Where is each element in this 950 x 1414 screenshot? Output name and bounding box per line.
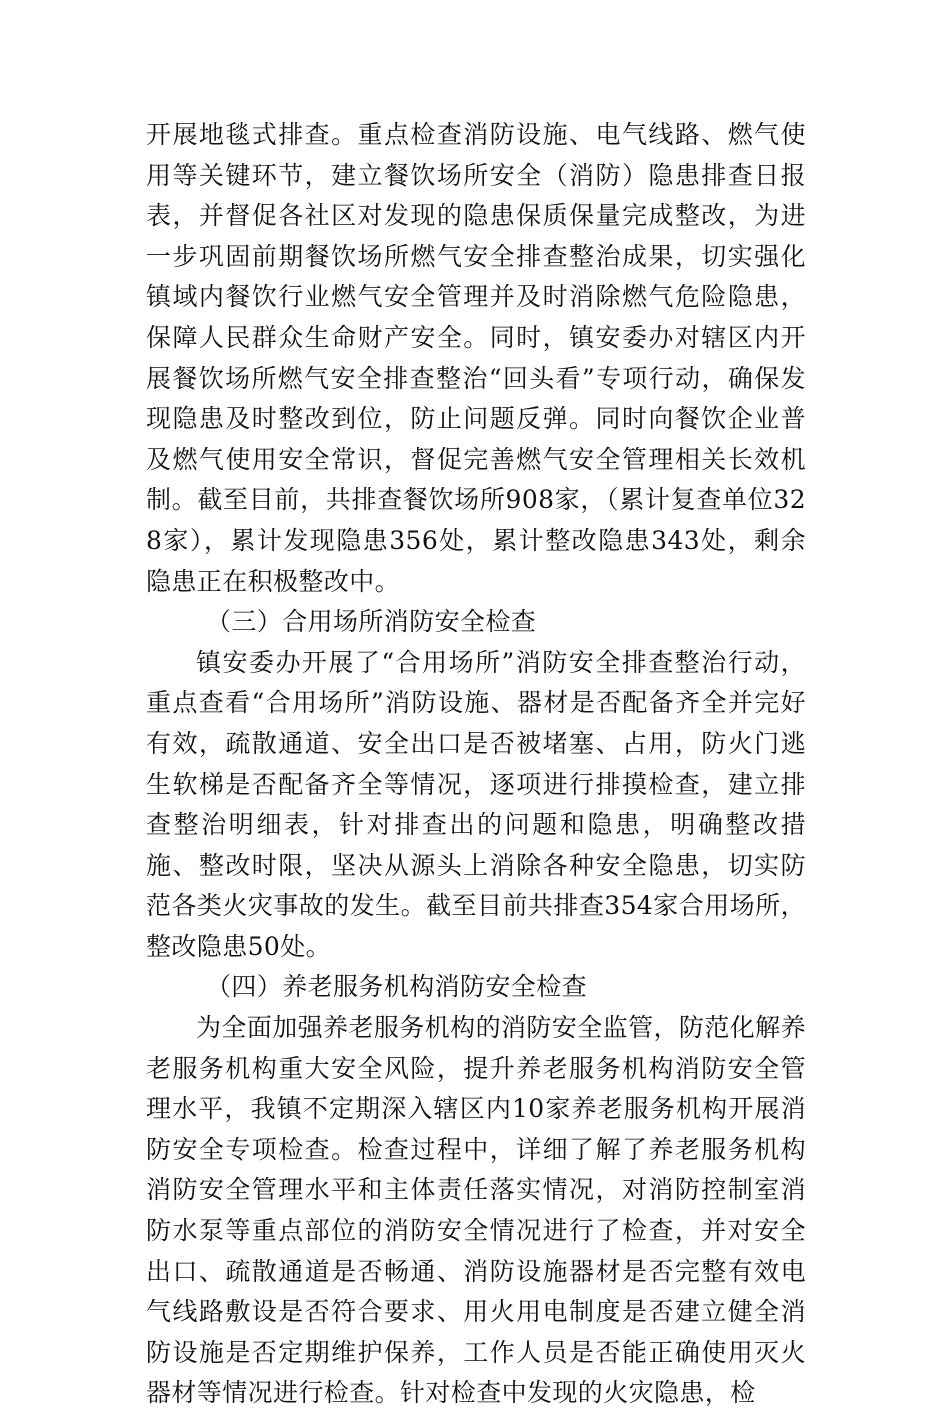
heading-elderly-care-fire-inspection: （四）养老服务机构消防安全检查 bbox=[206, 972, 588, 1002]
paragraph-catering-gas-inspection: 开展地毯式排查。重点检查消防设施、电气线路、燃气使用等关键环节，建立餐饮场所安全（消防）隐患排查日报表，并督促各社区对发现的隐患保质保量完成整改，为进一步巩固前期餐饮场所燃气安全排查整治成果，切实强化镇域内餐饮行业燃气安全管理并及时消除燃气危险隐患，保障人民群众生命财产安全。同时，镇安委办对辖区内开展餐饮场所燃气安全排查整治“回头看”专项行动，确保发现隐患及时整改到位，防止问题反弹。同时向餐饮企业普及燃气使用安全常识，督促完善燃气安全管理相关长效机制。截至目前，共排查餐饮场所908家，（累计复查单位328家），累计发现隐患356处，累计整改隐患343处，剩余隐患正在积极整改中。 bbox=[146, 120, 806, 596]
document-body bbox=[146, 115, 806, 1414]
heading-shared-premises-fire-inspection: （三）合用场所消防安全检查 bbox=[206, 607, 537, 637]
paragraph-shared-premises-fire-inspection: 镇安委办开展了“合用场所”消防安全排查整治行动，重点查看“合用场所”消防设施、器材是否配备齐全并完好有效，疏散通道、安全出口是否被堵塞、占用，防火门逃生软梯是否配备齐全等情况，逐项进行排摸检查，建立排查整治明细表，针对排查出的问题和隐患，明确整改措施、整改时限，坚决从源头上消除各种安全隐患，切实防范各类火灾事故的发生。截至目前共排查354家合用场所，整改隐患50处。 bbox=[146, 647, 806, 961]
paragraph-elderly-care-fire-inspection: 为全面加强养老服务机构的消防安全监管，防范化解养老服务机构重大安全风险，提升养老服务机构消防安全管理水平，我镇不定期深入辖区内10家养老服务机构开展消防安全专项检查。检查过程中，详细了解了养老服务机构消防安全管理水平和主体责任落实情况，对消防控制室消防水泵等重点部位的消防安全情况进行了检查，并对安全出口、疏散通道是否畅通、消防设施器材是否完整有效电气线路敷设是否符合要求、用火用电制度是否建立健全消防设施是否定期维护保养，工作人员是否能正确使用灭火器材等情况进行检查。针对检查中发现的火灾隐患，检 bbox=[146, 1013, 806, 1408]
